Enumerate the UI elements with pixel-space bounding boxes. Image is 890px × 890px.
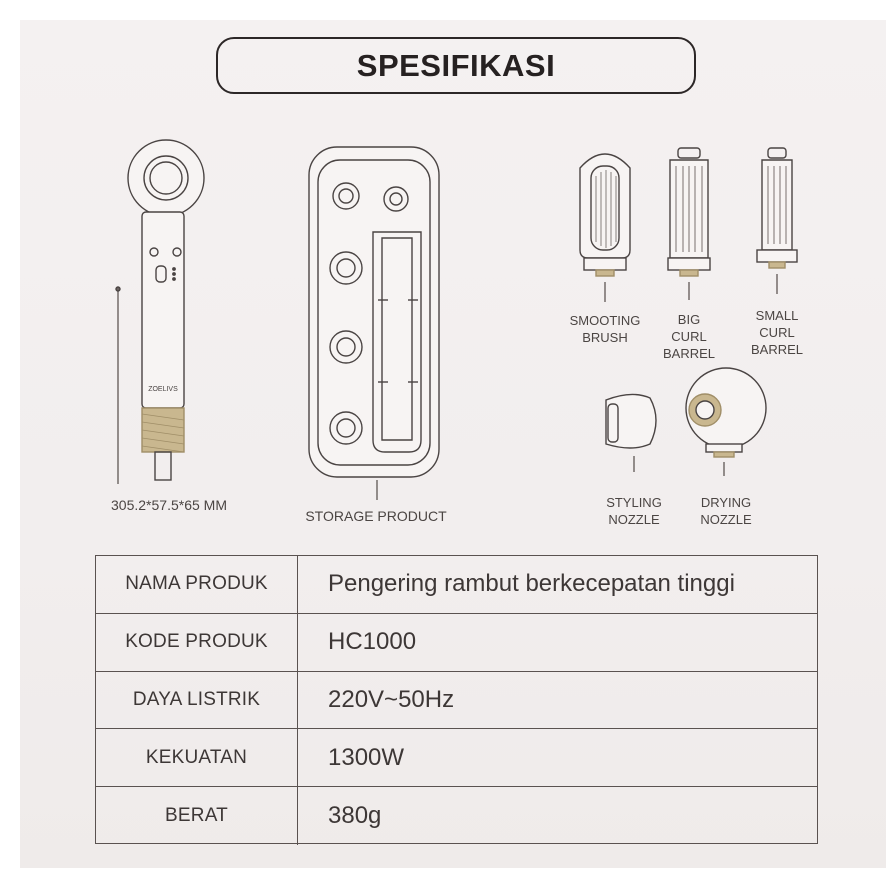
spec-key: DAYA LISTRIK [96, 672, 298, 729]
small-curl-line-3: BARREL [750, 342, 804, 357]
drying-nozzle-line-1: DRYING [700, 495, 752, 510]
spec-key: KEKUATAN [96, 729, 298, 786]
smoothing-brush-illustration [580, 154, 630, 302]
styling-nozzle-label [594, 494, 674, 528]
hair-dryer-illustration [116, 140, 204, 484]
smoothing-brush-line-2: BRUSH [582, 330, 628, 345]
big-curl-line-2: CURL [671, 329, 707, 344]
big-curl-barrel-illustration [668, 148, 710, 300]
small-curl-label [740, 307, 814, 358]
dimension-label: 305.2*57.5*65 MM [111, 497, 227, 513]
big-curl-label [652, 311, 726, 362]
small-curl-barrel-illustration [757, 148, 797, 294]
styling-nozzle-line-2: NOZZLE [608, 512, 660, 527]
page-title: SPESIFIKASI [356, 47, 556, 83]
storage-label: STORAGE PRODUCT [305, 508, 447, 524]
spec-value: 220V~50Hz [328, 685, 455, 713]
smoothing-brush-line-1: SMOOTING [569, 313, 641, 328]
drying-nozzle-line-2: NOZZLE [700, 512, 752, 527]
spec-value: Pengering rambut berkecepatan tinggi [328, 570, 735, 598]
small-curl-line-2: CURL [759, 325, 795, 340]
table-row [96, 556, 817, 614]
styling-nozzle-line-1: STYLING [606, 495, 662, 510]
storage-case-illustration [309, 147, 439, 500]
table-row [96, 614, 817, 672]
drying-nozzle-illustration [686, 368, 766, 476]
spec-key: KODE PRODUK [96, 614, 298, 671]
spec-key: NAMA PRODUK [96, 556, 298, 613]
big-curl-line-3: BARREL [662, 346, 716, 361]
spec-value: 380g [328, 802, 382, 830]
big-curl-line-1: BIG [677, 312, 701, 327]
styling-nozzle-illustration [606, 394, 656, 472]
spec-value: HC1000 [328, 628, 417, 656]
smoothing-brush-label [555, 312, 655, 346]
table-row [96, 729, 817, 787]
table-row [96, 672, 817, 730]
small-curl-line-1: SMALL [755, 308, 799, 323]
dryer-brand-label: ZOELIVS [148, 386, 178, 393]
table-row [96, 787, 817, 845]
spec-table [95, 555, 818, 844]
spec-key: BERAT [96, 787, 298, 845]
spec-value: 1300W [328, 743, 405, 771]
drying-nozzle-label [686, 494, 766, 528]
